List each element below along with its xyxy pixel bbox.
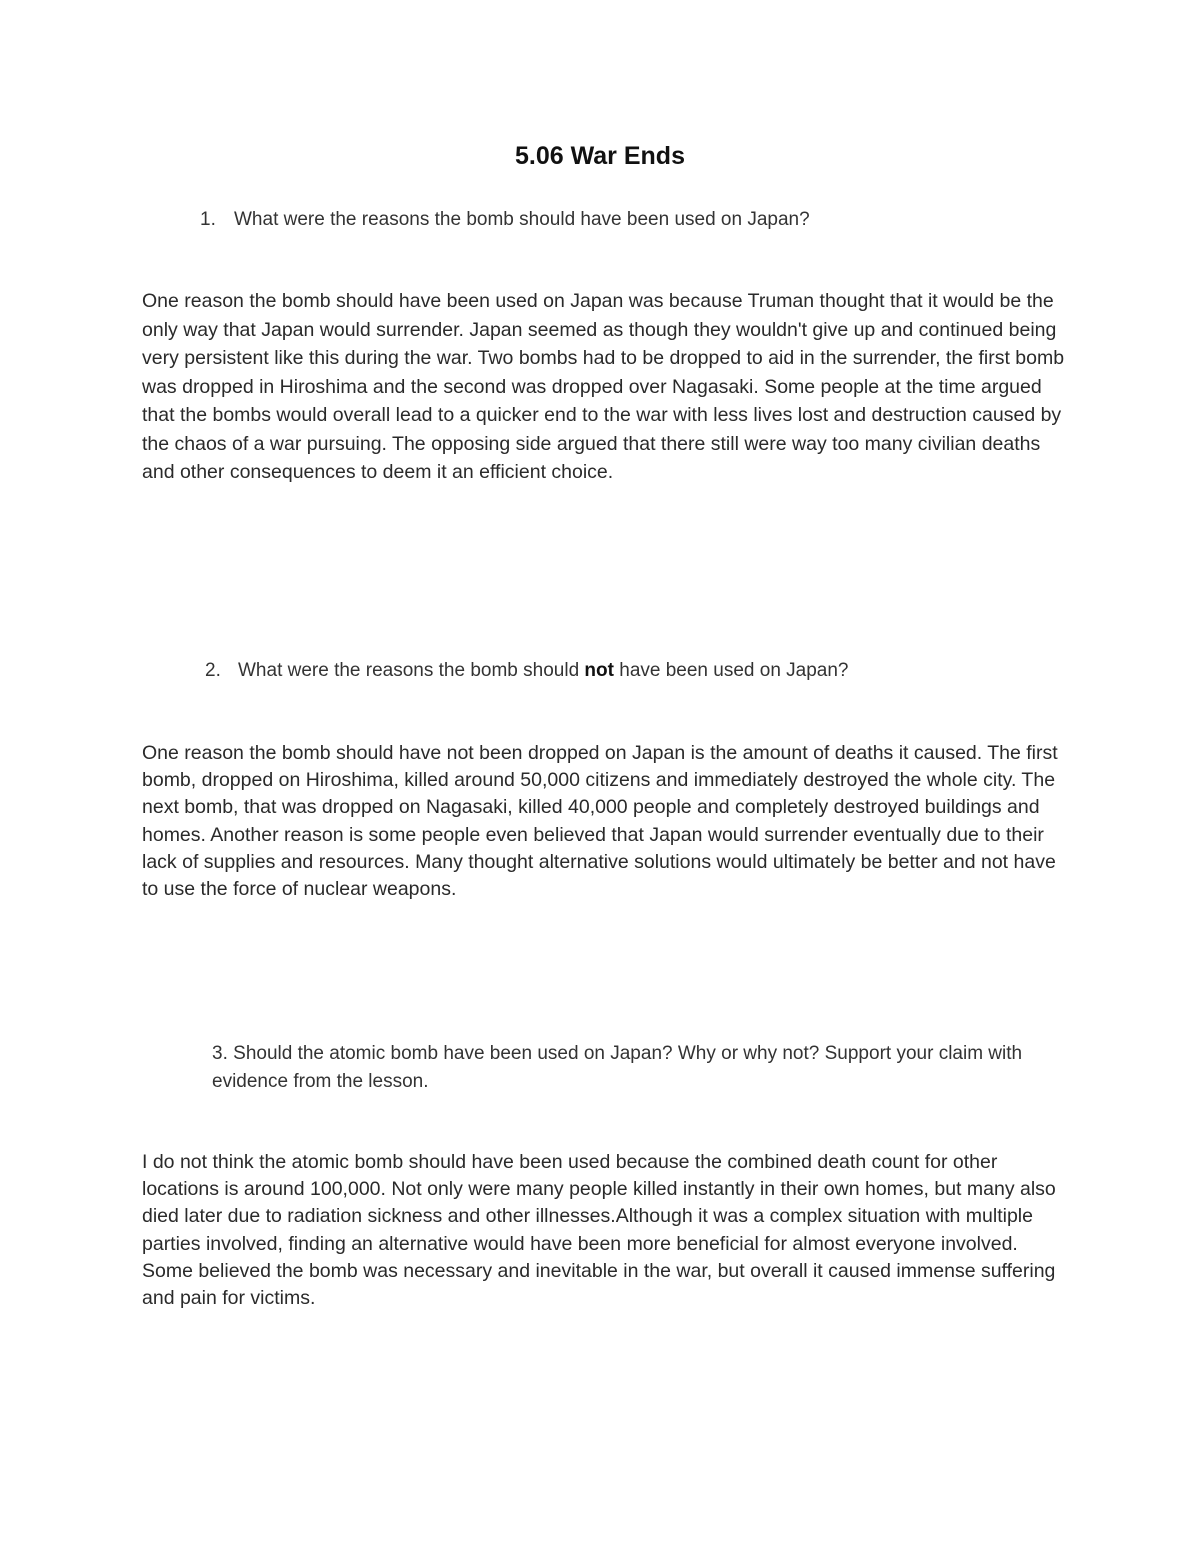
question-2-text-before: What were the reasons the bomb should — [238, 660, 580, 681]
question-2-emphasis: not — [584, 660, 614, 681]
document-title: 5.06 War Ends — [515, 142, 685, 170]
question-3-text: Should the atomic bomb have been used on Japan? Why or why not? Support your claim with evidence from the lesson. — [212, 1043, 1023, 1092]
question-2-number: 2. — [205, 660, 221, 681]
question-1 — [200, 206, 1100, 234]
answer-3: I do not think the atomic bomb should have been used because the combined death count for other locations is around 100,000. Not only were many people killed instantly in their own homes, but many also died later due to radiation sickness and other illnesses.Although it was a complex situation with multiple parties involved, finding an alternative would have been more beneficial for almost everyone involved. Some believed the bomb was necessary and inevitable in the war, but overall it caused immense suffering and pain for victims. — [142, 1151, 1056, 1310]
question-3 — [212, 1040, 1072, 1096]
question-2-text-after: have been used on Japan? — [619, 660, 849, 681]
question-1-number: 1. — [200, 209, 216, 230]
answer-1: One reason the bomb should have been used on Japan was because Truman thought that it would be the only way that Japan would surrender. Japan seemed as though they wouldn't give up and continued being very persistent like this during the war. Two bombs had to be dropped to aid in the surrender, the first bomb was dropped in Hiroshima and the second was dropped over Nagasaki. Some people at the time argued that the bombs would overall lead to a quicker end to the war with less lives lost and destruction caused by the chaos of a war pursuing. The opposing side argued that there still were way too many civilian deaths and other consequences to deem it an efficient choice. — [142, 290, 1065, 483]
question-3-number: 3. — [212, 1043, 228, 1064]
question-2 — [205, 657, 1105, 685]
answer-2: One reason the bomb should have not been dropped on Japan is the amount of deaths it caused. The first bomb, dropped on Hiroshima, killed around 50,000 citizens and immediately destroyed the whole city. The next bomb, that was dropped on Nagasaki, killed 40,000 people and completely destroyed buildings and homes. Another reason is some people even believed that Japan would surrender eventually due to their lack of supplies and resources. Many thought alternative solutions would ultimately be better and not have to use the force of nuclear weapons. — [142, 742, 1058, 901]
question-1-text: What were the reasons the bomb should have been used on Japan? — [234, 209, 810, 230]
